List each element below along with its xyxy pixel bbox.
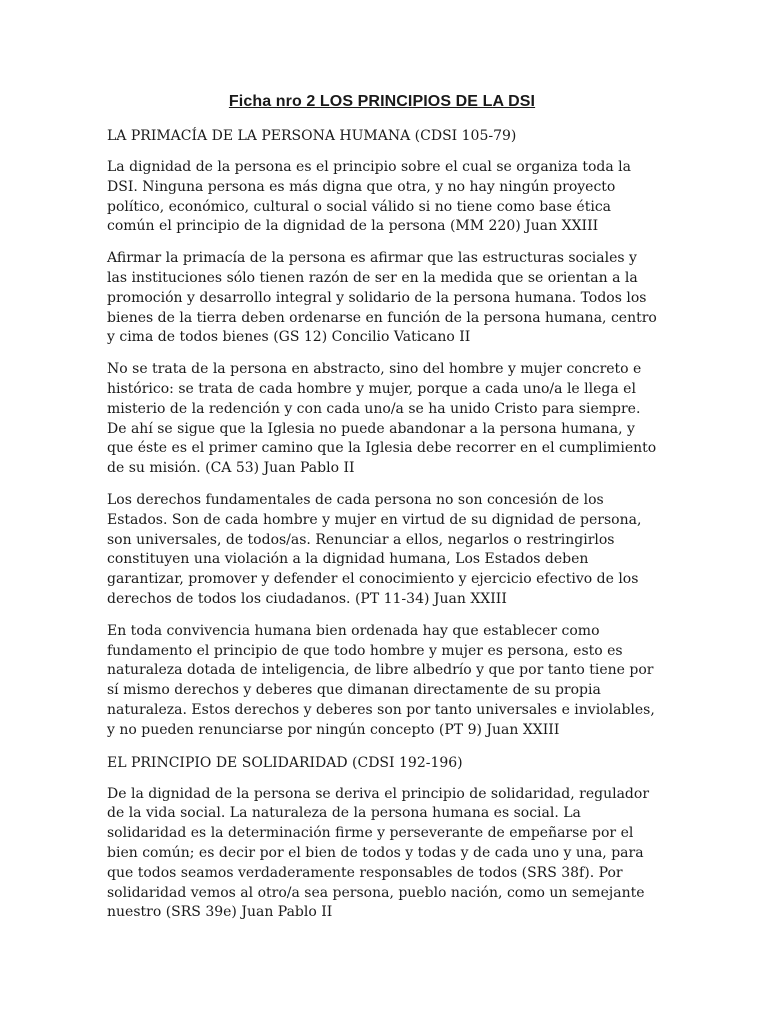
paragraph: En toda convivencia humana bien ordenada hay que establecer como fundamento el principio de que todo hombre y mujer es persona, esto es naturaleza dotada de inteligencia, de libre albedrío y que por tanto tiene por sí mismo derechos y deberes que dimanan directamente de su propia naturaleza. Estos derechos y deberes son por tanto universales e inviolables, y no pueden renunciarse por ningún concepto (PT 9) Juan XXIII xyxy=(107,622,655,738)
section-heading-solidaridad: EL PRINCIPIO DE SOLIDARIDAD (CDSI 192-196) xyxy=(107,754,463,771)
paragraph: Los derechos fundamentales de cada persona no son concesión de los Estados. Son de cada hombre y mujer en virtud de su dignidad de persona, son universales, de todos/as. Renunciar a ellos, negarlos o restringirlos constituyen una violación a la dignidad humana, Los Estados deben garantizar, promover y defender el conocimiento y ejercicio efectivo de los derechos de todos los ciudadanos. (PT 11-34) Juan XXIII xyxy=(107,491,642,607)
paragraph: Afirmar la primacía de la persona es afirmar que las estructuras sociales y las instituciones sólo tienen razón de ser en la medida que se orientan a la promoción y desarrollo integral y solidario de la persona humana. Todos los bienes de la tierra deben ordenarse en función de la persona humana, centro y cima de todos bienes (GS 12) Concilio Vaticano II xyxy=(107,250,657,346)
paragraph: La dignidad de la persona es el principio sobre el cual se organiza toda la DSI. Ninguna persona es más digna que otra, y no hay ningún proyecto político, económico, cultural o social válido si no tiene como base ética común el principio de la dignidad de la persona (MM 220) Juan XXIII xyxy=(107,159,631,235)
section-heading-primacia: LA PRIMACÍA DE LA PERSONA HUMANA (CDSI 105-79) xyxy=(107,128,517,144)
document-title: Ficha nro 2 LOS PRINCIPIOS DE LA DSI xyxy=(228,93,536,110)
document-page xyxy=(107,92,657,935)
paragraph: De la dignidad de la persona se deriva el principio de solidaridad, regulador de la vida social. La naturaleza de la persona humana es social. La solidaridad es la determinación firme y perseverante de empeñarse por el bien común; es decir por el bien de todos y todas y de cada uno y una, para que todos seamos verdaderamente responsables de todos (SRS 38f). Por solidaridad vemos al otro/a sea persona, pueblo nación, como un semejante nuestro (SRS 39e) Juan Pablo II xyxy=(107,785,650,921)
paragraph: No se trata de la persona en abstracto, sino del hombre y mujer concreto e histórico: se trata de cada hombre y mujer, porque a cada uno/a le llega el misterio de la redención y con cada uno/a se ha unido Cristo para siempre. De ahí se sigue que la Iglesia no puede abandonar a la persona humana, y que éste es el primer camino que la Iglesia debe recorrer en el cumplimiento de su misión. (CA 53) Juan Pablo II xyxy=(107,361,657,477)
